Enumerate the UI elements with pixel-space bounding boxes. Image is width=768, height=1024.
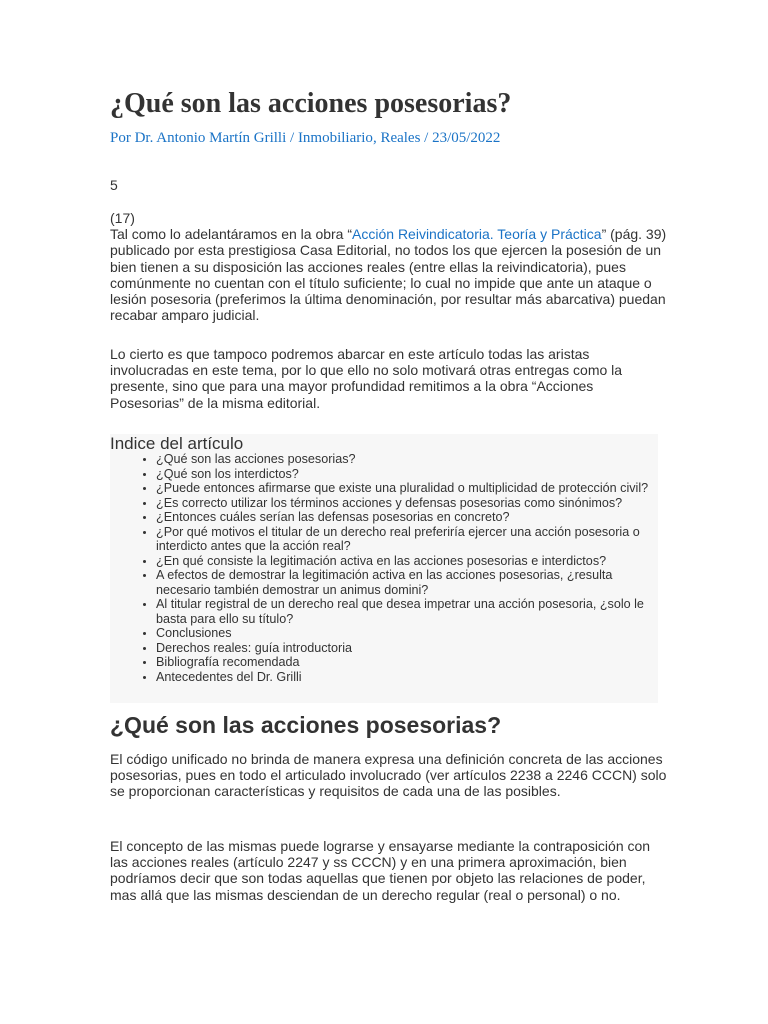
category-link-inmobiliario[interactable]: Inmobiliario [297,130,373,146]
meta-separator: / [286,130,298,146]
paragraph-2: Lo cierto es que tampoco podremos abarcar en este artículo todas las aristas involucradas en este tema, por lo que ello no solo motivará otras entregas como la presente, sino que para una mayor profundidad remitimos a la obra “Acciones Posesorias” de la misma editorial. [110,346,623,411]
toc-item[interactable]: • ¿Entonces cuáles serían las defensas posesorias en concreto? [156,510,658,525]
toc-item[interactable]: • ¿Qué son las acciones posesorias? [156,452,658,467]
footnote-ref: (17) [110,210,135,226]
section-paragraph-1: El código unificado no brinda de manera expresa una definición concreta de las acciones posesorias, pues en todo el articulado involucrado (ver artículos 2238 a 2246 CCCN) solo se proporcionan características y requisitos de cada una de las posibles. [110,751,667,800]
toc-item[interactable]: • Derechos reales: guía introductoria [156,641,658,656]
toc-item[interactable]: • Conclusiones [156,626,658,641]
toc-item[interactable]: • Bibliografía recomendada [156,655,658,670]
meta-prefix: Por [110,130,135,146]
toc-item[interactable]: • A efectos de demostrar la legitimación activa en las acciones posesorias, ¿resulta necesario también demostrar un animus domini? [156,568,658,597]
toc-item[interactable]: • ¿Puede entonces afirmarse que existe una pluralidad o multiplicidad de protección civil? [156,481,658,496]
toc-title: Indice del artículo [110,434,244,453]
meta-separator: , [372,130,381,146]
toc-item[interactable]: • ¿Por qué motivos el titular de un derecho real preferiría ejercer una acción posesoria o interdicto antes que la acción real? [156,525,658,554]
author-link[interactable]: Dr. Antonio Martín Grilli [134,130,287,146]
toc-item[interactable]: • ¿Es correcto utilizar los términos acciones y defensas posesorias como sinónimos? [156,496,658,511]
toc-list [110,452,658,684]
toc-item[interactable]: • ¿Qué son los interdictos? [156,467,658,482]
intro-text-end: ” (pág. 39) publicado por esta prestigiosa Casa Editorial, no todos los que ejercen la posesión de un bien tienen a su disposición las acciones reales (entre ellas la reivindicatoria), pues comúnmente no cuentan con el título suficiente; lo cual no impide que ante un ataque o lesión posesoria (preferimos la última denominación, por resultar más abarcativa) puedan recabar amparo judicial. [110,226,667,324]
toc-item[interactable]: • Al titular registral de un derecho real que desea impetrar una acción posesoria, ¿solo le basta para ello su título? [156,597,658,626]
section-heading: ¿Qué son las acciones posesorias? [110,712,502,738]
intro-paragraph [110,210,670,323]
toc-item[interactable]: • ¿En qué consiste la legitimación activa en las acciones posesorias e interdictos? [156,554,658,569]
meta-separator: / [420,130,433,146]
intro-text-start: Tal como lo adelantáramos en la obra “ [110,226,353,243]
section-paragraph-2: El concepto de las mismas puede lograrse y ensayarse mediante la contraposición con las acciones reales (artículo 2247 y ss CCCN) y en una primera aproximación, bien podríamos decir que son todas aquellas que tienen por objeto las relaciones de poder, mas allá que las mismas desciendan de un derecho regular (real o personal) o no. [110,838,651,903]
book-link[interactable]: Acción Reivindicatoria. Teoría y Práctica [352,226,602,243]
article-meta [110,128,500,148]
article-title: ¿Qué son las acciones posesorias? [110,88,512,119]
share-count: 5 [110,177,118,193]
article-date: 23/05/2022 [432,130,501,146]
toc-item[interactable]: • Antecedentes del Dr. Grilli [156,670,658,685]
table-of-contents [110,434,658,703]
category-link-reales[interactable]: Reales [380,130,421,146]
